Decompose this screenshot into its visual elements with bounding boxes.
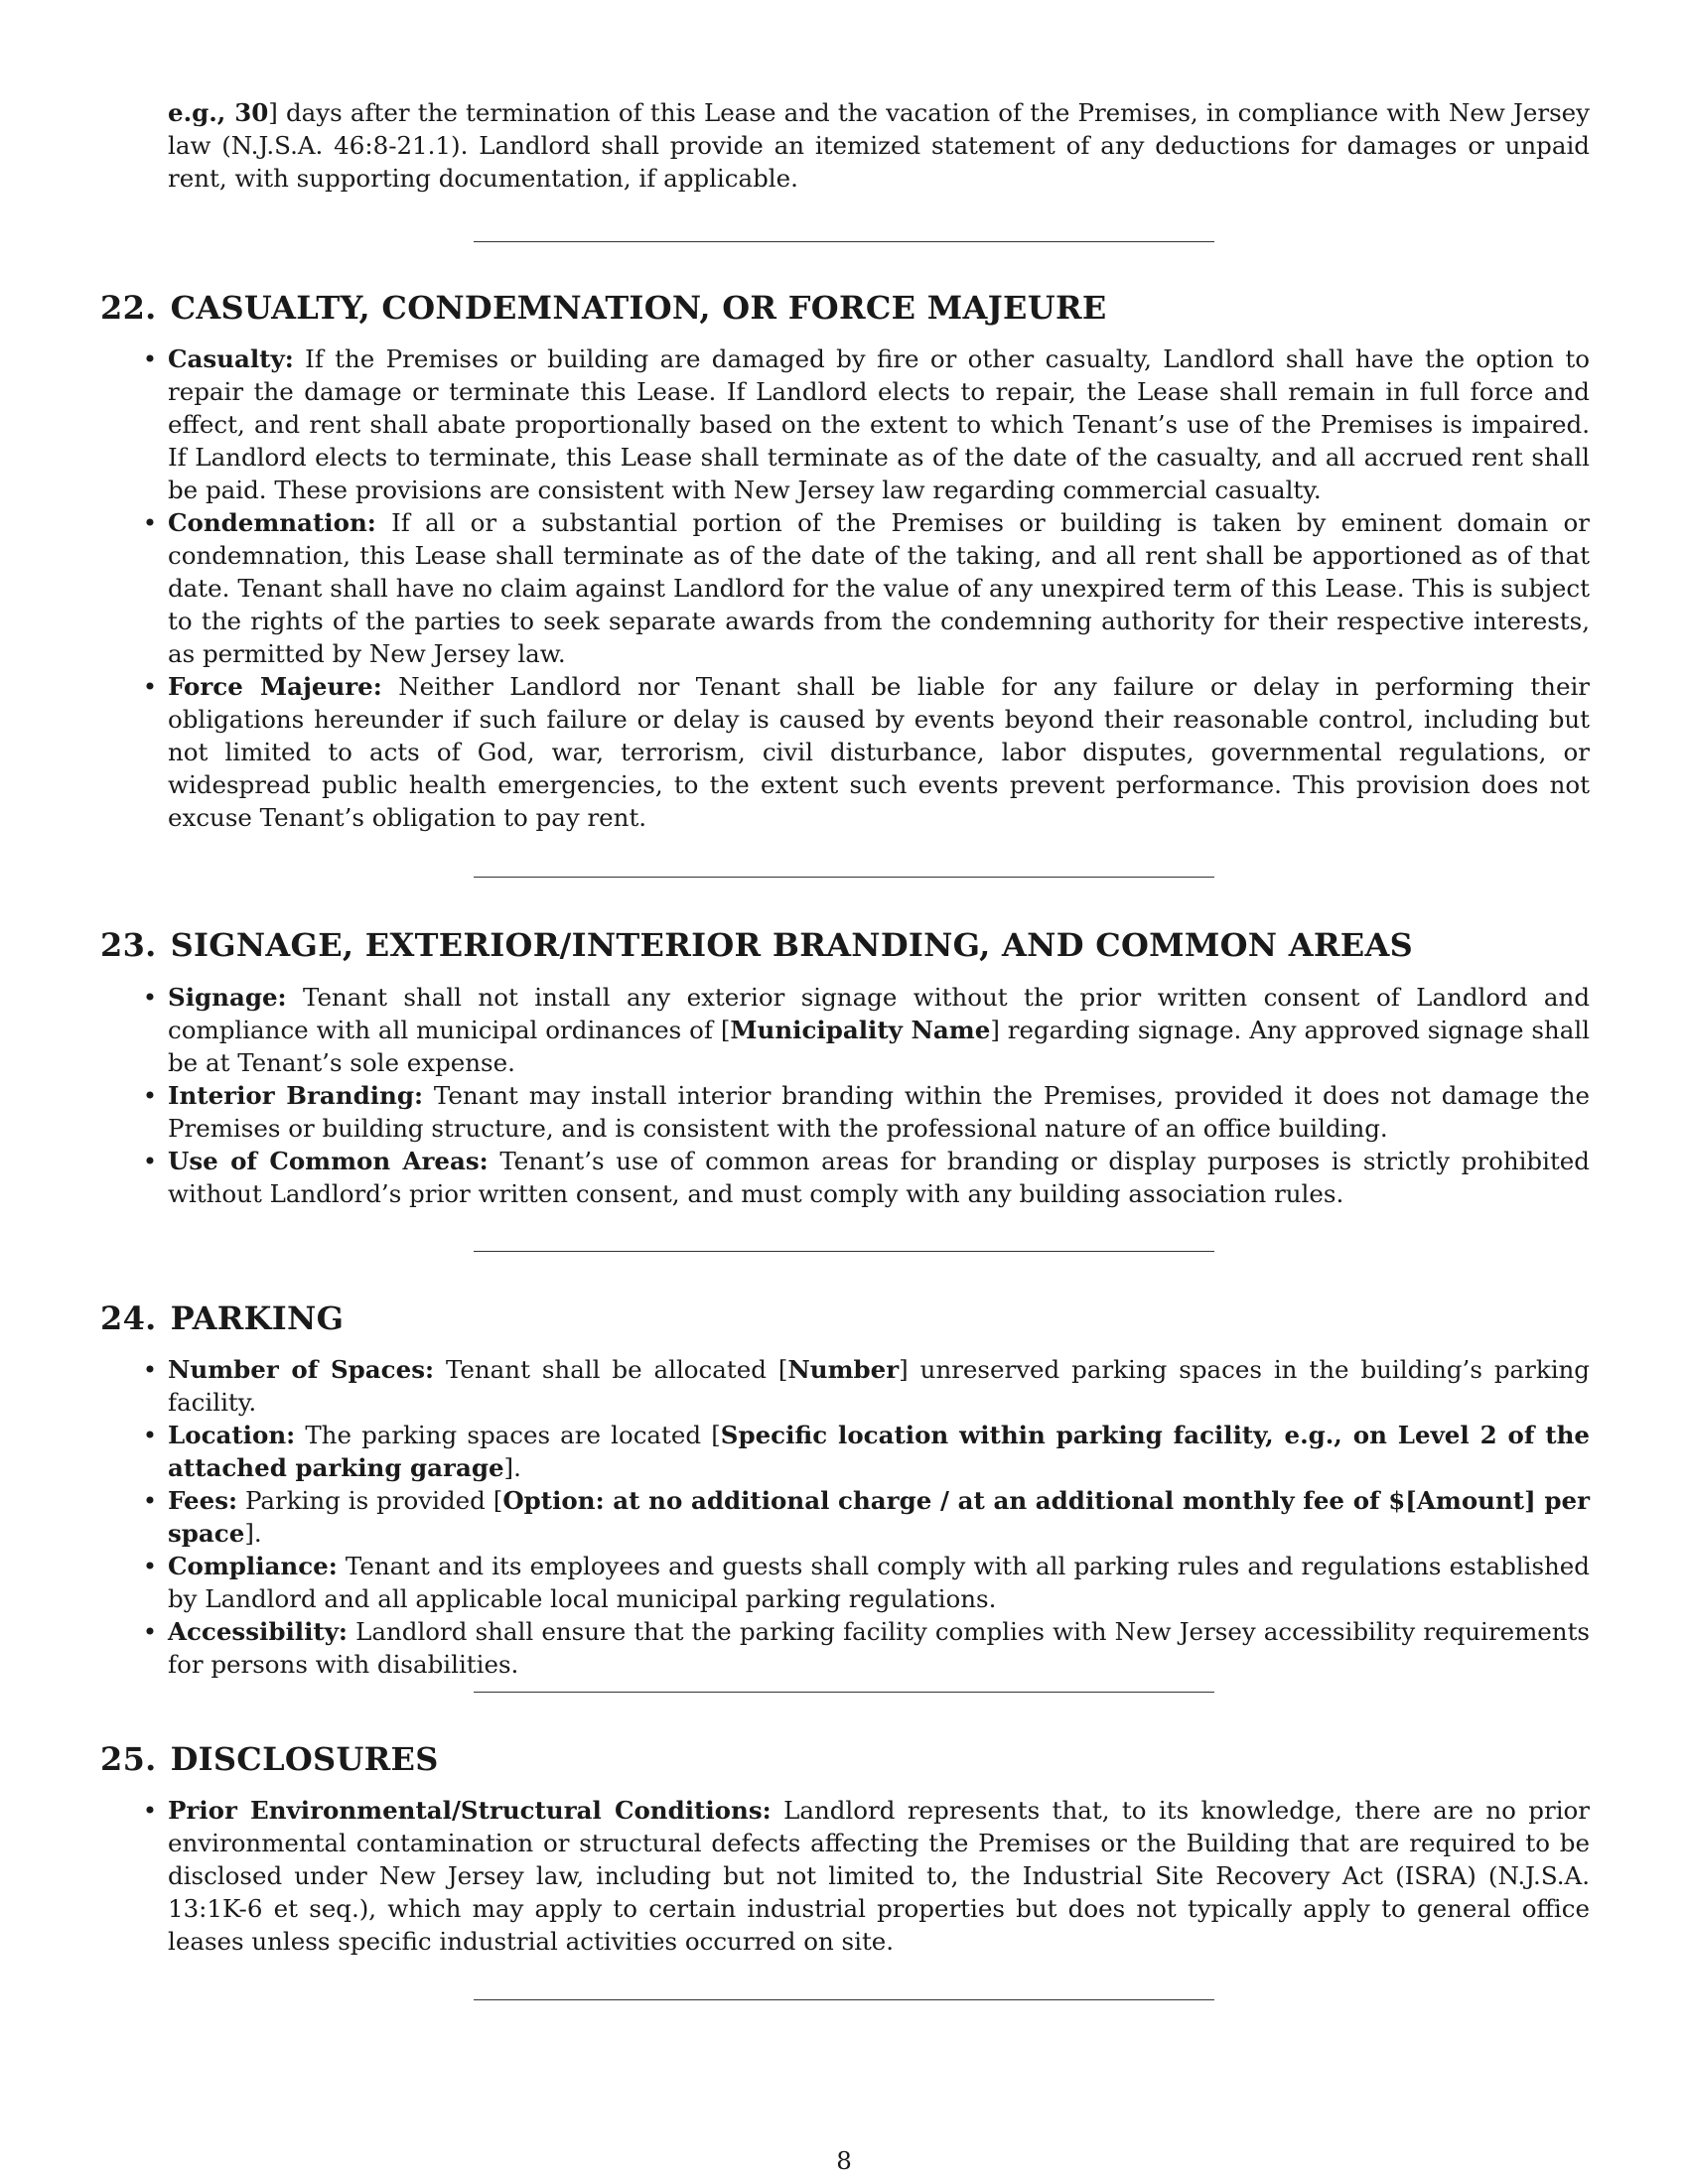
- item-label: Condemnation:: [168, 508, 376, 537]
- list-item-casualty: [142, 342, 1590, 506]
- bullet-glyph: •: [142, 1617, 158, 1646]
- item-label: Force Majeure:: [168, 672, 382, 701]
- item-text: Parking is provided [: [237, 1486, 503, 1515]
- item-text: Tenant’s use of common areas for branding or display purposes is strictly prohibited without Landlord’s prior written consent, and must comply with any building association rules.: [168, 1147, 1590, 1208]
- bullet-glyph: •: [142, 1796, 158, 1825]
- list-item-accessibility: [142, 1615, 1590, 1681]
- section-number: 22.: [100, 289, 157, 327]
- intro-bold: e.g., 30: [168, 98, 269, 127]
- item-text: Landlord represents that, to its knowledge, there are no prior environmental contamination or structural defects affecting the Premises or the Building that are required to be disclosed under New Jersey law, including but not limited to, the Industrial Site Recovery Act (ISRA) (N.J.S.A. 13:1K-6 et seq.), which may apply to certain industrial properties but does not typically apply to general office leases unless specific industrial activities occurred on site.: [168, 1796, 1590, 1956]
- section-title: CASUALTY, CONDEMNATION, OR FORCE MAJEURE: [170, 289, 1107, 327]
- item-label: Casualty:: [168, 344, 294, 373]
- item-label: Accessibility:: [168, 1617, 348, 1646]
- item-text: ].: [503, 1453, 521, 1482]
- item-text: ].: [244, 1519, 262, 1548]
- section-22-list: [142, 342, 1590, 834]
- section-25-list: [142, 1794, 1590, 1958]
- item-text: The parking spaces are located [: [295, 1421, 721, 1449]
- item-placeholder: Number: [787, 1355, 900, 1384]
- bullet-glyph: •: [142, 672, 158, 701]
- bullet-glyph: •: [142, 1355, 158, 1384]
- item-label: Interior Branding:: [168, 1081, 423, 1110]
- item-label: Signage:: [168, 983, 287, 1012]
- section-divider: [474, 877, 1214, 878]
- list-item-location: [142, 1419, 1590, 1484]
- bullet-glyph: •: [142, 1486, 158, 1515]
- section-title: SIGNAGE, EXTERIOR/INTERIOR BRANDING, AND COMMON AREAS: [170, 926, 1414, 964]
- item-text: ] unreserved parking spaces in the building’s parking facility.: [168, 1355, 1590, 1417]
- intro-paragraph: [168, 96, 1590, 195]
- section-heading-23: [100, 925, 1413, 965]
- section-divider: [474, 241, 1214, 242]
- bullet-glyph: •: [142, 983, 158, 1012]
- item-text: Landlord shall ensure that the parking facility complies with New Jersey accessibility requirements for persons with disabilities.: [168, 1617, 1590, 1679]
- item-label: Fees:: [168, 1486, 238, 1515]
- bullet-glyph: •: [142, 508, 158, 537]
- item-label: Use of Common Areas:: [168, 1147, 489, 1175]
- section-divider: [474, 1999, 1214, 2000]
- section-heading-24: [100, 1298, 344, 1338]
- item-text: Neither Landlord nor Tenant shall be liable for any failure or delay in performing their obligations hereunder if such failure or delay is caused by events beyond their reasonable control, including but not limited to acts of God, war, terrorism, civil disturbance, labor disputes, governmental regulations, or widespread public health emergencies, to the extent such events prevent performance. This provision does not excuse Tenant’s obligation to pay rent.: [168, 672, 1590, 832]
- intro-text: ] days after the termination of this Lease and the vacation of the Premises, in compliance with New Jersey law (N.J.S.A. 46:8-21.1). Landlord shall provide an itemized statement of any deductions for damages or unpaid rent, with supporting documentation, if applicable.: [168, 98, 1590, 193]
- section-divider: [474, 1251, 1214, 1252]
- item-label: Compliance:: [168, 1552, 338, 1580]
- item-placeholder: Specific location within parking facility, e.g., on Level 2 of the attached parking garage: [168, 1421, 1590, 1482]
- list-item-force-majeure: [142, 670, 1590, 834]
- item-text: Tenant shall not install any exterior signage without the prior written consent of Landlord and compliance with all municipal ordinances of [: [168, 983, 1590, 1044]
- section-heading-22: [100, 288, 1107, 328]
- section-24-list: [142, 1353, 1590, 1681]
- item-placeholder: Option: at no additional charge / at an additional monthly fee of $[Amount] per space: [168, 1486, 1590, 1548]
- section-number: 23.: [100, 926, 157, 964]
- item-text: Tenant and its employees and guests shall comply with all parking rules and regulations established by Landlord and all applicable local municipal parking regulations.: [168, 1552, 1590, 1613]
- item-text: Tenant may install interior branding within the Premises, provided it does not damage the Premises or building structure, and is consistent with the professional nature of an office building.: [168, 1081, 1591, 1143]
- bullet-glyph: •: [142, 1081, 158, 1110]
- section-divider: [474, 1692, 1214, 1693]
- section-number: 25.: [100, 1740, 157, 1778]
- list-item-condemnation: [142, 506, 1590, 670]
- section-title: PARKING: [170, 1299, 345, 1337]
- bullet-glyph: •: [142, 1552, 158, 1580]
- item-text: ] regarding signage. Any approved signage shall be at Tenant’s sole expense.: [168, 1016, 1590, 1077]
- list-item-interior-branding: [142, 1079, 1591, 1145]
- bullet-glyph: •: [142, 1147, 158, 1175]
- page-number: 8: [836, 2146, 852, 2175]
- section-title: DISCLOSURES: [170, 1740, 439, 1778]
- list-item-fees: [142, 1484, 1590, 1550]
- item-text: If all or a substantial portion of the Premises or building is taken by eminent domain or condemnation, this Lease shall terminate as of the date of the taking, and all rent shall be apportioned as of that date. Tenant shall have no claim against Landlord for the value of any unexpired term of this Lease. This is subject to the rights of the parties to seek separate awards from the condemning authority for their respective interests, as permitted by New Jersey law.: [168, 508, 1590, 668]
- list-item-number-of-spaces: [142, 1353, 1590, 1419]
- section-number: 24.: [100, 1299, 157, 1337]
- item-label: Location:: [168, 1421, 296, 1449]
- list-item-prior-conditions: [142, 1794, 1590, 1958]
- item-placeholder: Municipality Name: [730, 1016, 991, 1044]
- section-23-list: [142, 981, 1591, 1210]
- item-text: If the Premises or building are damaged by fire or other casualty, Landlord shall have the option to repair the damage or terminate this Lease. If Landlord elects to repair, the Lease shall remain in full force and effect, and rent shall abate proportionally based on the extent to which Tenant’s use of the Premises is impaired. If Landlord elects to terminate, this Lease shall terminate as of the date of the casualty, and all accrued rent shall be paid. These provisions are consistent with New Jersey law regarding commercial casualty.: [168, 344, 1590, 504]
- list-item-signage: [142, 981, 1590, 1079]
- list-item-common-areas: [142, 1145, 1590, 1210]
- list-item-compliance: [142, 1550, 1590, 1615]
- section-heading-25: [100, 1739, 439, 1779]
- item-label: Prior Environmental/Structural Conditions:: [168, 1796, 772, 1825]
- bullet-glyph: •: [142, 344, 158, 373]
- item-text: Tenant shall be allocated [: [434, 1355, 788, 1384]
- bullet-glyph: •: [142, 1421, 158, 1449]
- item-label: Number of Spaces:: [168, 1355, 435, 1384]
